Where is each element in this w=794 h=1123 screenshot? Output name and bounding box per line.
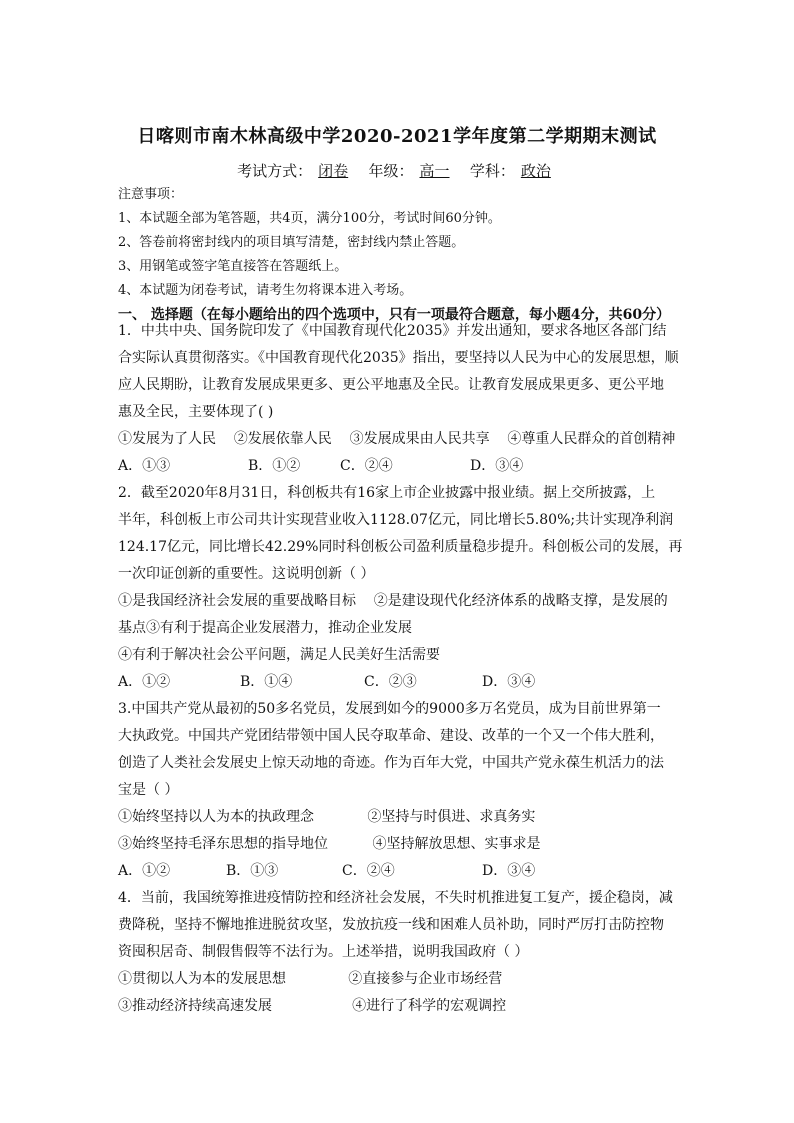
- question-stem-line: 2．截至2020年8月31日，科创板共有16家上市企业披露中报业绩。据上交所披露，上: [118, 485, 656, 501]
- question-statement: ③推动经济持续高速发展 ④进行了科学的宏观调控: [118, 998, 507, 1014]
- subject-value: 政治: [520, 162, 551, 180]
- option-c: C．②④: [340, 458, 393, 474]
- option-a: A．①②: [118, 674, 171, 690]
- question-stem-line: 3.中国共产党从最初的50多名党员，发展到如今的9000多万名党员，成为目前世界第一: [118, 701, 661, 717]
- note-item: 4、本试题为闭卷考试，请考生勿将课本进入考场。: [118, 283, 413, 298]
- exam-mode-value: 闭卷: [318, 162, 349, 180]
- question-statement: ①始终坚持以人为本的执政理念 ②坚持与时俱进、求真务实: [118, 809, 536, 825]
- option-c: C．②③: [364, 674, 417, 690]
- question-3: [118, 696, 680, 885]
- question-stem-line: 4．当前，我国统筹推进疫情防控和经济社会发展，不失时机推进复工复产，援企稳岗，减: [118, 890, 673, 906]
- question-stem-line: 1．中共中央、国务院印发了《中国教育现代化2035》并发出通知，要求各地区各部门结: [118, 323, 667, 339]
- question-statement: ①贯彻以人为本的发展思想 ②直接参与企业市场经营: [118, 971, 503, 987]
- question-stem-line: 124.17亿元，同比增长42.29%同时科创板公司盈利质量稳步提升。科创板公司的发展，再: [118, 539, 683, 555]
- question-stem-line: 资囤积居奇、制假售假等不法行为。上述举措，说明我国政府（ ）: [118, 944, 529, 960]
- question-stem-line: 应人民期盼，让教育发展成果更多、更公平地惠及全民。让教育发展成果更多、更公平地: [118, 377, 664, 393]
- options-row: [118, 669, 680, 696]
- option-d: D．③④: [482, 863, 536, 879]
- option-d: D．③④: [470, 458, 524, 474]
- option-b: B．①③: [226, 863, 279, 879]
- question-statement: ①是我国经济社会发展的重要战略目标 ②是建设现代化经济体系的战略支撑，是发展的: [118, 593, 668, 609]
- options-row: [118, 453, 680, 480]
- exam-title: 日喀则市南木林高级中学2020-2021学年度第二学期期末测试: [137, 126, 657, 147]
- note-item: 2、答卷前将密封线内的项目填写清楚，密封线内禁止答题。: [118, 235, 465, 250]
- question-stem-line: 合实际认真贯彻落实。《中国教育现代化2035》指出，要坚持以人民为中心的发展思想，顺: [118, 350, 679, 366]
- subject-label: 学科：: [469, 162, 515, 180]
- question-1: [118, 318, 680, 480]
- option-a: A．①②: [118, 863, 171, 879]
- option-b: B．①④: [240, 674, 293, 690]
- option-b: B．①②: [248, 458, 301, 474]
- grade-label: 年级：: [368, 162, 414, 180]
- grade-value: 高一: [419, 162, 450, 180]
- question-stem-line: 创造了人类社会发展史上惊天动地的奇迹。作为百年大党，中国共产党永葆生机活力的法: [118, 755, 664, 771]
- option-c: C．②④: [342, 863, 395, 879]
- section-heading: 一、 选择题（在每小题给出的四个选项中，只有一项最符合题意，每小题4分，共60分）: [118, 307, 671, 323]
- question-stem-line: 一次印证创新的重要性。这说明创新（ ）: [118, 566, 375, 582]
- question-statement: 基点③有利于提高企业发展潜力，推动企业发展: [118, 620, 412, 636]
- questions-block: [118, 318, 683, 1020]
- question-4: [118, 885, 680, 1020]
- option-d: D．③④: [482, 674, 536, 690]
- notes-heading: 注意事项：: [118, 187, 184, 202]
- question-stem-line: 宝是（ ）: [118, 782, 179, 798]
- question-stem-line: 惠及全民，主要体现了( ): [118, 404, 274, 420]
- question-2: [118, 480, 683, 696]
- question-statement: ③始终坚持毛泽东思想的指导地位 ④坚持解放思想、实事求是: [118, 836, 541, 852]
- notes-block: [118, 183, 680, 327]
- note-item: 3、用钢笔或签字笔直接答在答题纸上。: [118, 259, 348, 274]
- question-statement: ④有利于解决社会公平问题，满足人民美好生活需要: [118, 647, 440, 663]
- options-row: [118, 858, 680, 885]
- question-stem-line: 大执政党。中国共产党团结带领中国人民夺取革命、建设、改革的一个又一个伟大胜利，: [118, 728, 664, 744]
- question-stem-line: 半年，科创板上市公司共计实现营业收入1128.07亿元，同比增长5.80%;共计实现净利润: [118, 512, 674, 528]
- exam-info-line: [0, 160, 794, 181]
- question-stem-line: 费降税，坚持不懈地推进脱贫攻坚，发放抗疫一线和困难人员补助，同时严厉打击防控物: [118, 917, 664, 933]
- question-statement: ①发展为了人民 ②发展依靠人民 ③发展成果由人民共享 ④尊重人民群众的首创精神: [118, 431, 676, 447]
- exam-mode-label: 考试方式：: [237, 162, 313, 180]
- note-item: 1、本试题全部为笔答题，共4页，满分100分，考试时间60分钟。: [118, 211, 501, 226]
- option-a: A．①③: [118, 458, 171, 474]
